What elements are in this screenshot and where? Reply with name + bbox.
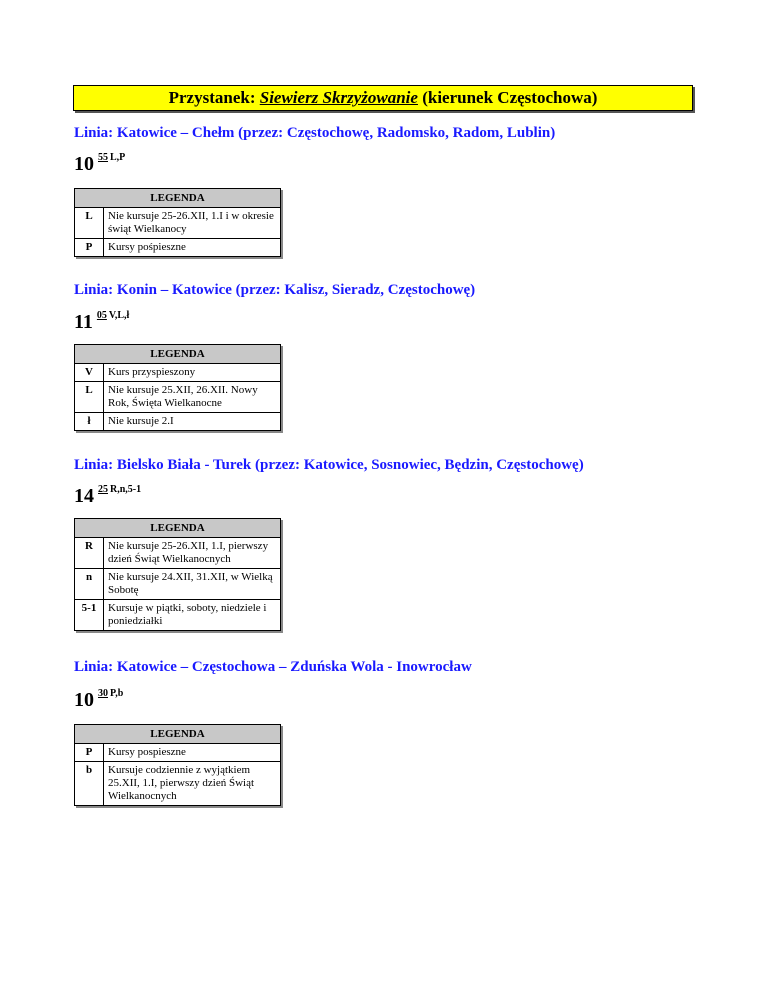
legend-table [74,188,281,257]
legend-text: Kursuje codziennie z wyjątkiem 25.XII, 1.I, pierwszy dzień Świąt Wielkanocnych [104,762,281,806]
legend-row [75,364,281,382]
departure-flags: V,L,ł [108,310,130,321]
legend-code: P [75,744,104,762]
departure-flags: R,n,5-1 [110,484,142,495]
legend-title: LEGENDA [75,345,281,364]
legend-row [75,538,281,569]
legend-code: P [75,239,104,257]
departure-time [74,310,129,334]
departure-minute: 55 [98,152,108,163]
legend-code: L [75,208,104,239]
legend-code: V [75,364,104,382]
legend-code: L [75,382,104,413]
stop-header [73,85,693,111]
legend-code: n [75,569,104,600]
departure-time [74,484,141,508]
legend-title: LEGENDA [75,519,281,538]
departure-time [74,152,125,176]
departure-hour: 14 [74,485,94,507]
legend-row [75,239,281,257]
stop-name: Siewierz Skrzyżowanie [259,88,418,107]
legend-text: Nie kursuje 2.I [104,413,281,431]
stop-direction: (kierunek Częstochowa) [417,88,598,107]
departure-minute: 25 [98,484,108,495]
legend-row [75,382,281,413]
legend-table [74,518,281,631]
departure-minute: 05 [96,310,107,321]
legend-text: Nie kursuje 25.XII, 26.XII. Nowy Rok, Święta Wielkanocne [104,382,281,413]
departure-hour: 10 [74,153,94,175]
line-title: Linia: Bielsko Biała - Turek (przez: Katowice, Sosnowiec, Będzin, Częstochowę) [74,457,584,473]
line-title: Linia: Katowice – Częstochowa – Zduńska Wola - Inowrocław [74,659,472,675]
line-title: Linia: Konin – Katowice (przez: Kalisz, Sieradz, Częstochowę) [74,282,476,298]
legend-title: LEGENDA [75,725,281,744]
legend-row [75,600,281,631]
legend-row [75,569,281,600]
legend-code: b [75,762,104,806]
departure-flags: L,P [110,152,126,163]
legend-row [75,413,281,431]
legend-table [74,344,281,431]
departure-flags: P,b [110,688,124,699]
legend-text: Nie kursuje 25-26.XII, 1.I i w okresie świąt Wielkanocy [104,208,281,239]
departure-time [74,688,123,712]
legend-row [75,762,281,806]
departure-hour: 11 [74,311,93,333]
departure-hour: 10 [74,689,94,711]
legend-code: R [75,538,104,569]
legend-text: Nie kursuje 24.XII, 31.XII, w Wielką Sobotę [104,569,281,600]
legend-title: LEGENDA [75,189,281,208]
departure-minute: 30 [98,688,108,699]
legend-row [75,208,281,239]
legend-text: Kursy pośpieszne [104,239,281,257]
legend-text: Kurs przyspieszony [104,364,281,382]
legend-text: Kursy pospieszne [104,744,281,762]
legend-text: Kursuje w piątki, soboty, niedziele i poniedziałki [104,600,281,631]
legend-code: 5-1 [75,600,104,631]
line-title: Linia: Katowice – Chełm (przez: Częstochowę, Radomsko, Radom, Lublin) [74,125,556,141]
stop-prefix: Przystanek: [168,88,260,107]
legend-table [74,724,281,806]
legend-code: ł [75,413,104,431]
legend-row [75,744,281,762]
legend-text: Nie kursuje 25-26.XII, 1.I, pierwszy dzień Świąt Wielkanocnych [104,538,281,569]
